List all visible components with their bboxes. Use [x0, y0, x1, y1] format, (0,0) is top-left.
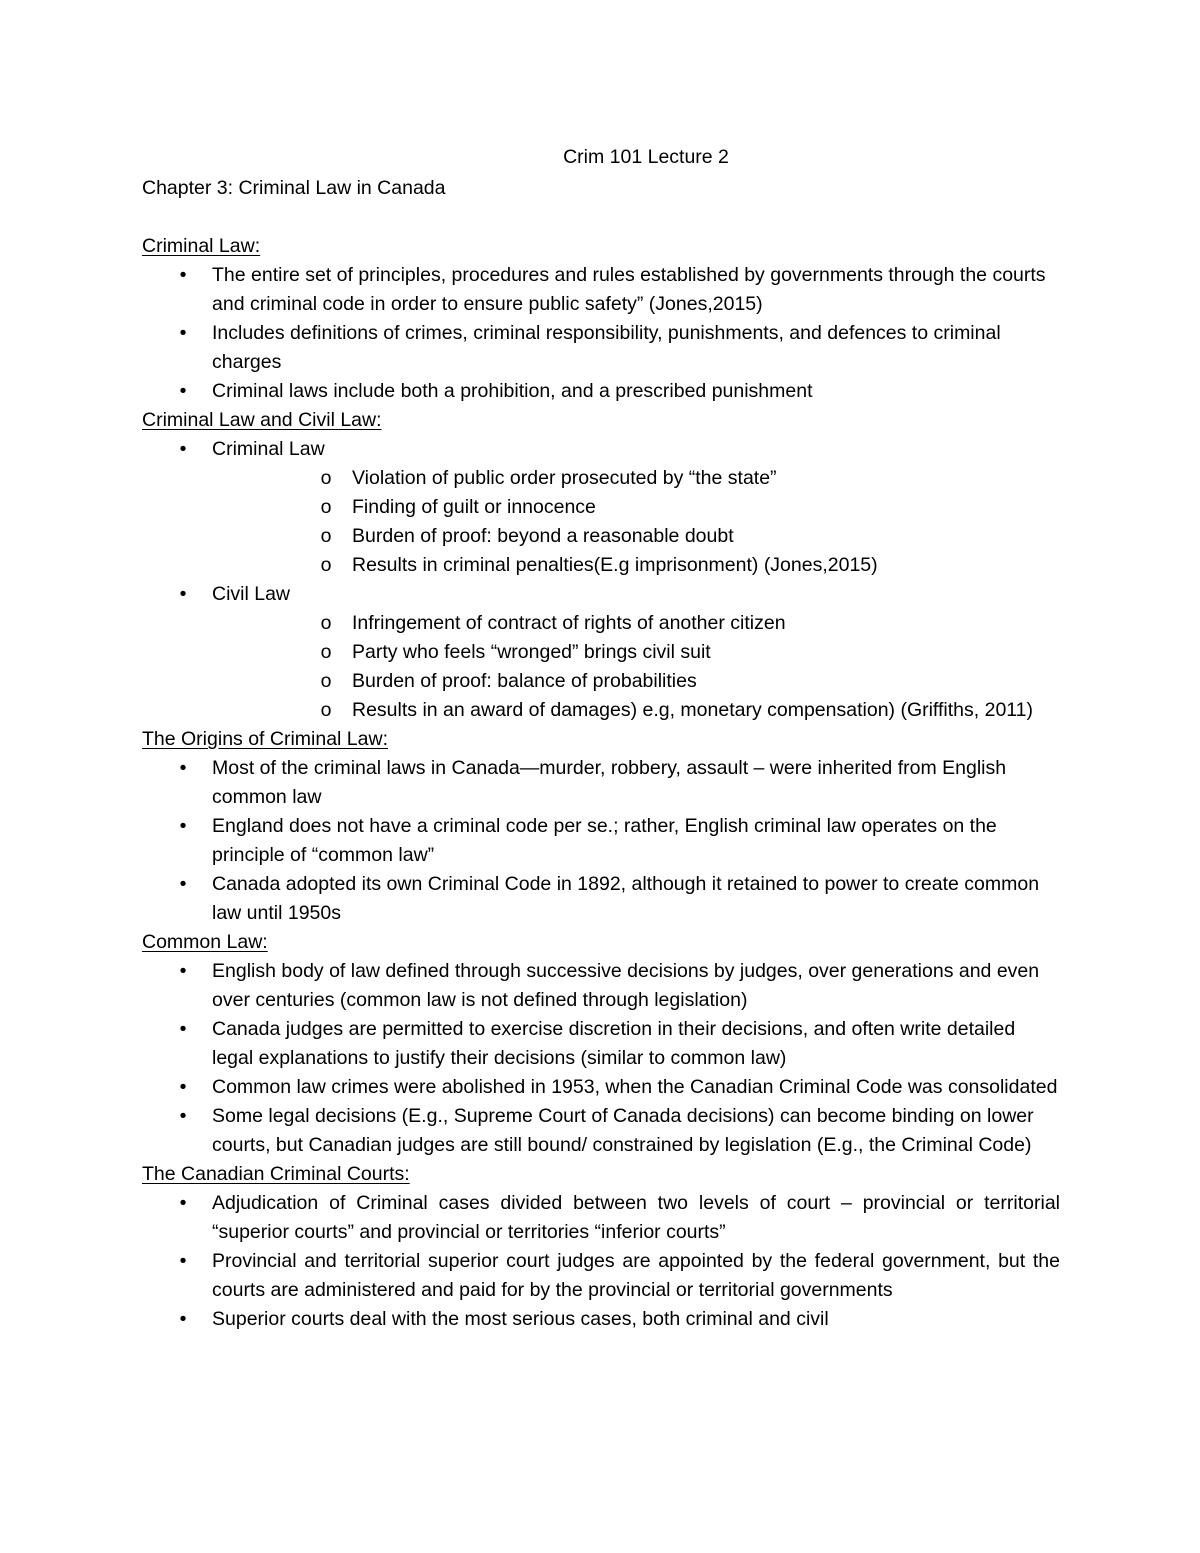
list-item-text: Canada adopted its own Criminal Code in 1892, although it retained to power to create common law until 1950s [212, 873, 1040, 924]
bullet-icon: • [179, 1192, 187, 1214]
list-item [142, 377, 1060, 406]
bullet-icon: • [179, 1250, 187, 1272]
list-item [142, 319, 1060, 377]
circle-bullet-icon: o [320, 467, 332, 489]
section-heading: Common Law: [142, 931, 268, 953]
chapter-heading: Chapter 3: Criminal Law in Canada [142, 177, 446, 199]
bullet-icon: • [179, 815, 187, 837]
section-heading: The Origins of Criminal Law: [142, 728, 388, 750]
bullet-icon: • [179, 960, 187, 982]
list-item [142, 435, 1060, 580]
list-item-text: Common law crimes were abolished in 1953, when the Canadian Criminal Code was consolidated [212, 1076, 1058, 1098]
list-item-text: Most of the criminal laws in Canada—murder, robbery, assault – were inherited from English common law [212, 757, 1007, 808]
sub-list-item [212, 522, 1060, 551]
list-item-text: Superior courts deal with the most serious cases, both criminal and civil [212, 1308, 829, 1330]
bullet-list [142, 754, 1060, 928]
notes-body [142, 232, 1060, 1334]
section [142, 725, 1060, 928]
sub-bullet-list [212, 464, 1060, 580]
sub-list-item [212, 464, 1060, 493]
list-item-text: Provincial and territorial superior court judges are appointed by the federal government, but the courts are administered and paid for by the provincial or territorial governments [212, 1250, 1060, 1301]
section [142, 232, 1060, 406]
section [142, 928, 1060, 1160]
sub-list-item-text: Finding of guilt or innocence [352, 496, 596, 518]
bullet-icon: • [179, 1105, 187, 1127]
bullet-list [142, 957, 1060, 1160]
circle-bullet-icon: o [320, 641, 332, 663]
circle-bullet-icon: o [320, 554, 332, 576]
list-item [142, 261, 1060, 319]
section [142, 1160, 1060, 1334]
sub-list-item-text: Violation of public order prosecuted by “the state” [352, 467, 777, 489]
list-item-text: Adjudication of Criminal cases divided between two levels of court – provincial or territorial “superior courts” and provincial or territories “inferior courts” [212, 1192, 1060, 1243]
list-item [142, 1015, 1060, 1073]
list-item [142, 957, 1060, 1015]
bullet-icon: • [179, 322, 187, 344]
sub-list-item [212, 638, 1060, 667]
sub-list-item [212, 551, 1060, 580]
list-item-text: The entire set of principles, procedures and rules established by governments through the courts and criminal code in order to ensure public safety” (Jones,2015) [212, 264, 1046, 315]
section-heading: Criminal Law: [142, 235, 261, 257]
circle-bullet-icon: o [320, 670, 332, 692]
list-item-text: Criminal laws include both a prohibition, and a prescribed punishment [212, 380, 813, 402]
list-item-text: English body of law defined through successive decisions by judges, over generations and even over centuries (common law is not defined through legislation) [212, 960, 1040, 1011]
document-title: Crim 101 Lecture 2 [563, 146, 729, 168]
circle-bullet-icon: o [320, 525, 332, 547]
bullet-icon: • [179, 264, 187, 286]
sub-list-item [212, 667, 1060, 696]
bullet-icon: • [179, 1018, 187, 1040]
list-item [142, 870, 1060, 928]
circle-bullet-icon: o [320, 496, 332, 518]
list-item [142, 1189, 1060, 1247]
bullet-icon: • [179, 873, 187, 895]
list-item-text: Criminal Law [212, 438, 325, 460]
sub-list-item [212, 493, 1060, 522]
list-item [142, 1102, 1060, 1160]
section-heading: Criminal Law and Civil Law: [142, 409, 382, 431]
section [142, 406, 1060, 725]
circle-bullet-icon: o [320, 699, 332, 721]
sub-list-item-text: Results in an award of damages) e.g, monetary compensation) (Griffiths, 2011) [352, 699, 1034, 721]
sub-list-item-text: Results in criminal penalties(E.g imprisonment) (Jones,2015) [352, 554, 878, 576]
sub-list-item-text: Burden of proof: beyond a reasonable doubt [352, 525, 734, 547]
list-item-text: Includes definitions of crimes, criminal responsibility, punishments, and defences to criminal charges [212, 322, 1001, 373]
list-item [142, 812, 1060, 870]
sub-list-item-text: Infringement of contract of rights of another citizen [352, 612, 786, 634]
bullet-icon: • [179, 1308, 187, 1330]
sub-bullet-list [212, 609, 1060, 725]
bullet-icon: • [179, 380, 187, 402]
sub-list-item [212, 696, 1060, 725]
list-item [142, 1305, 1060, 1334]
list-item-text: Some legal decisions (E.g., Supreme Court of Canada decisions) can become binding on lower courts, but Canadian judges are still bound/ constrained by legislation (E.g., the Criminal Code) [212, 1105, 1034, 1156]
bullet-icon: • [179, 757, 187, 779]
bullet-icon: • [179, 438, 187, 460]
sub-list-item [212, 609, 1060, 638]
sub-list-item-text: Party who feels “wronged” brings civil suit [352, 641, 711, 663]
circle-bullet-icon: o [320, 612, 332, 634]
bullet-icon: • [179, 583, 187, 605]
section-heading: The Canadian Criminal Courts: [142, 1163, 410, 1185]
bullet-list [142, 261, 1060, 406]
list-item [142, 754, 1060, 812]
list-item-text: England does not have a criminal code per se.; rather, English criminal law operates on the principle of “common law” [212, 815, 997, 866]
bullet-icon: • [179, 1076, 187, 1098]
list-item [142, 1247, 1060, 1305]
list-item-text: Canada judges are permitted to exercise discretion in their decisions, and often write detailed legal explanations to justify their decisions (similar to common law) [212, 1018, 1016, 1069]
sub-list-item-text: Burden of proof: balance of probabilities [352, 670, 697, 692]
bullet-list [142, 1189, 1060, 1334]
bullet-list [142, 435, 1060, 725]
list-item [142, 580, 1060, 725]
list-item-text: Civil Law [212, 583, 291, 605]
list-item [142, 1073, 1060, 1102]
